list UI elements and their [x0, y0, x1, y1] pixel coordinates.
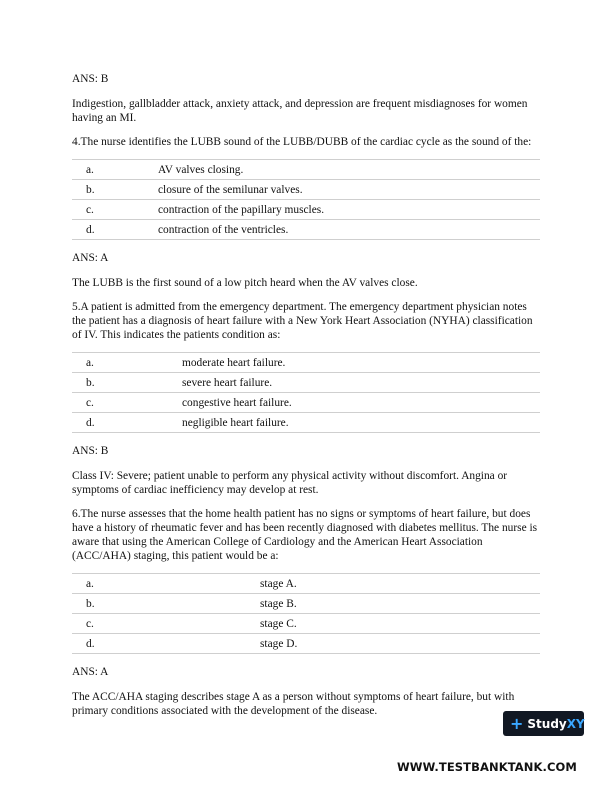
option-letter: d.	[86, 637, 95, 650]
brand-accent: XY	[566, 716, 585, 731]
option-row	[72, 634, 540, 654]
option-text: negligible heart failure.	[182, 416, 289, 429]
option-row	[72, 393, 540, 413]
options-table-q5	[72, 352, 540, 433]
option-letter: b.	[86, 376, 95, 389]
option-text: closure of the semilunar valves.	[158, 183, 303, 196]
question-4: 4.The nurse identifies the LUBB sound of the LUBB/DUBB of the cardiac cycle as the sound of the:	[72, 136, 532, 148]
option-text: stage B.	[260, 597, 297, 610]
brand-main: Study	[527, 716, 567, 731]
option-row	[72, 594, 540, 614]
option-row	[72, 574, 540, 594]
option-letter: a.	[86, 163, 94, 176]
option-letter: c.	[86, 203, 94, 216]
rationale-q4: The LUBB is the first sound of a low pitch heard when the AV valves close.	[72, 277, 418, 289]
option-text: moderate heart failure.	[182, 356, 286, 369]
option-text: stage C.	[260, 617, 297, 630]
plus-icon: +	[510, 713, 524, 733]
rationale-q5: Class IV: Severe; patient unable to perform any physical activity without discomfort. Angina or symptoms of cardiac inefficiency may develop at rest.	[72, 470, 508, 496]
answer-q5: ANS: B	[72, 445, 109, 457]
option-letter: c.	[86, 617, 94, 630]
option-row	[72, 373, 540, 393]
option-letter: a.	[86, 356, 94, 369]
option-text: stage D.	[260, 637, 298, 650]
option-row	[72, 614, 540, 634]
option-letter: a.	[86, 577, 94, 590]
option-text: AV valves closing.	[158, 163, 244, 176]
option-letter: b.	[86, 183, 95, 196]
rationale-q3: Indigestion, gallbladder attack, anxiety attack, and depression are frequent misdiagnoses for women having an MI.	[72, 98, 528, 124]
option-text: contraction of the ventricles.	[158, 223, 289, 236]
option-letter: b.	[86, 597, 95, 610]
option-text: congestive heart failure.	[182, 396, 292, 409]
option-row	[72, 413, 540, 433]
option-text: stage A.	[260, 577, 297, 590]
option-letter: d.	[86, 416, 95, 429]
option-letter: c.	[86, 396, 94, 409]
studyxy-badge[interactable]	[503, 711, 584, 736]
option-text: contraction of the papillary muscles.	[158, 203, 325, 216]
document-body	[72, 72, 540, 728]
option-letter: d.	[86, 223, 95, 236]
question-5: 5.A patient is admitted from the emergency department. The emergency department physician notes the patient has a diagnosis of heart failure with a New York Heart Association (NYHA) classification of IV. This indicates the patients condition as:	[72, 301, 533, 341]
options-table-q4	[72, 159, 540, 240]
option-row	[72, 353, 540, 373]
option-row	[72, 200, 540, 220]
options-table-q6	[72, 573, 540, 654]
option-row	[72, 220, 540, 240]
rationale-q6: The ACC/AHA staging describes stage A as a person without symptoms of heart failure, but with primary conditions associated with the development of the disease.	[72, 691, 515, 717]
answer-q6: ANS: A	[72, 666, 109, 678]
footer-site-url[interactable]: WWW.TESTBANKTANK.COM	[397, 760, 577, 774]
option-row	[72, 180, 540, 200]
answer-q4: ANS: A	[72, 252, 109, 264]
answer-q3: ANS: B	[72, 73, 109, 85]
option-row	[72, 160, 540, 180]
question-6: 6.The nurse assesses that the home health patient has no signs or symptoms of heart failure, but does have a history of rheumatic fever and has been recently diagnosed with diabetes mellitus. The nurse is aware that using the American College of Cardiology and the American Heart Association (ACC/AHA) staging, this patient would be a:	[72, 508, 538, 562]
option-text: severe heart failure.	[182, 376, 273, 389]
